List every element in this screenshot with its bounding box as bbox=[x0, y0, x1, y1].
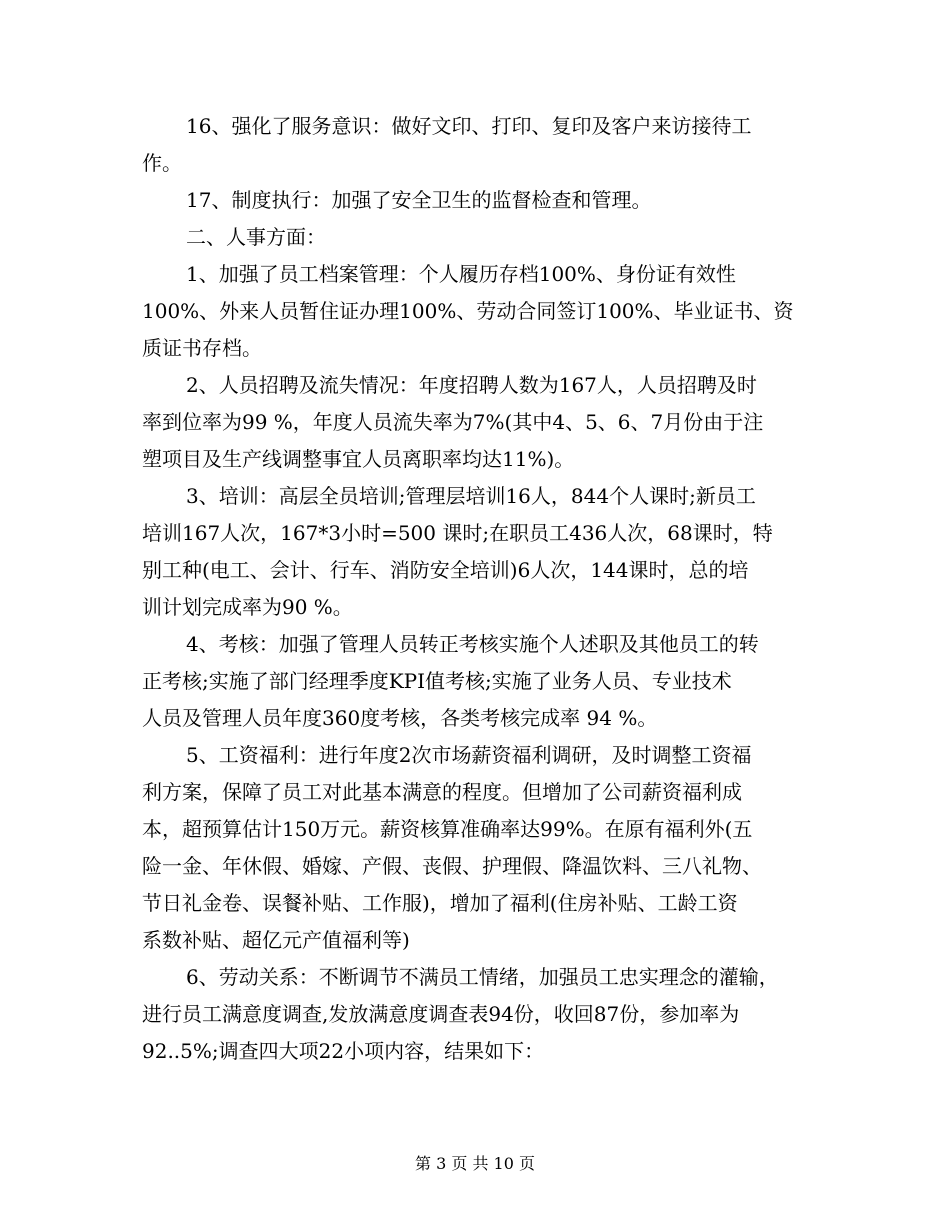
text-line: 险一金、年休假、婚嫁、产假、丧假、护理假、降温饮料、三八礼物、 bbox=[142, 854, 762, 878]
text-line: 别工种(电工、会计、行车、消防安全培训)6人次，144课时，总的培 bbox=[142, 558, 749, 582]
text-line: 2、人员招聘及流失情况：年度招聘人数为167人，人员招聘及时 bbox=[186, 373, 757, 397]
text-line: 作。 bbox=[142, 151, 182, 175]
paragraph bbox=[142, 182, 810, 219]
text-line: 4、考核：加强了管理人员转正考核实施个人述职及其他员工的转 bbox=[186, 632, 759, 656]
text-line: 利方案，保障了员工对此基本满意的程度。但增加了公司薪资福利成 bbox=[142, 780, 742, 804]
text-line: 16、强化了服务意识：做好文印、打印、复印及客户来访接待工 bbox=[186, 114, 752, 138]
page-footer: 第 3 页 共 10 页 bbox=[415, 1154, 535, 1173]
text-line: 3、培训：高层全员培训;管理层培训16人，844个人课时;新员工 bbox=[186, 484, 756, 508]
paragraph bbox=[142, 219, 810, 256]
text-line: 系数补贴、超亿元产值福利等) bbox=[142, 928, 410, 952]
text-line: 塑项目及生产线调整事宜人员离职率均达11%)。 bbox=[142, 447, 575, 471]
text-line: 1、加强了员工档案管理：个人履历存档100%、身份证有效性 bbox=[186, 262, 736, 286]
text-line: 17、制度执行：加强了安全卫生的监督检查和管理。 bbox=[186, 188, 652, 212]
text-line: 6、劳动关系：不断调节不满员工情绪，加强员工忠实理念的灌输， bbox=[186, 965, 779, 989]
paragraph bbox=[142, 626, 810, 737]
text-line: 质证书存档。 bbox=[142, 336, 262, 360]
text-line: 本，超预算估计150万元。薪资核算准确率达99%。在原有福利外(五 bbox=[142, 817, 753, 841]
text-line: 进行员工满意度调查,发放满意度调查表94份，收回87份，参加率为 bbox=[142, 1002, 740, 1026]
text-line: 92..5%;调查四大项22小项内容，结果如下： bbox=[142, 1039, 545, 1063]
paragraph bbox=[142, 367, 810, 478]
text-line: 二、人事方面： bbox=[186, 225, 326, 249]
text-line: 正考核;实施了部门经理季度KPI值考核;实施了业务人员、专业技术 bbox=[142, 669, 732, 693]
paragraph bbox=[142, 737, 810, 959]
text-line: 人员及管理人员年度360度考核，各类考核完成率 94 %。 bbox=[142, 706, 658, 730]
paragraph bbox=[142, 108, 810, 182]
text-line: 率到位率为99 %，年度人员流失率为7%(其中4、5、6、7月份由于注 bbox=[142, 410, 764, 434]
text-line: 训计划完成率为90 %。 bbox=[142, 595, 353, 619]
text-line: 培训167人次，167*3小时=500 课时;在职员工436人次，68课时，特 bbox=[142, 521, 773, 545]
paragraph bbox=[142, 256, 810, 367]
text-line: 节日礼金卷、误餐补贴、工作服)，增加了福利(住房补贴、工龄工资 bbox=[142, 891, 738, 915]
text-line: 5、工资福利：进行年度2次市场薪资福利调研，及时调整工资福 bbox=[186, 743, 752, 767]
text-line: 100%、外来人员暂住证办理100%、劳动合同签订100%、毕业证书、资 bbox=[142, 299, 794, 323]
paragraph bbox=[142, 478, 810, 626]
paragraph bbox=[142, 959, 810, 1070]
body-text bbox=[142, 108, 810, 1070]
